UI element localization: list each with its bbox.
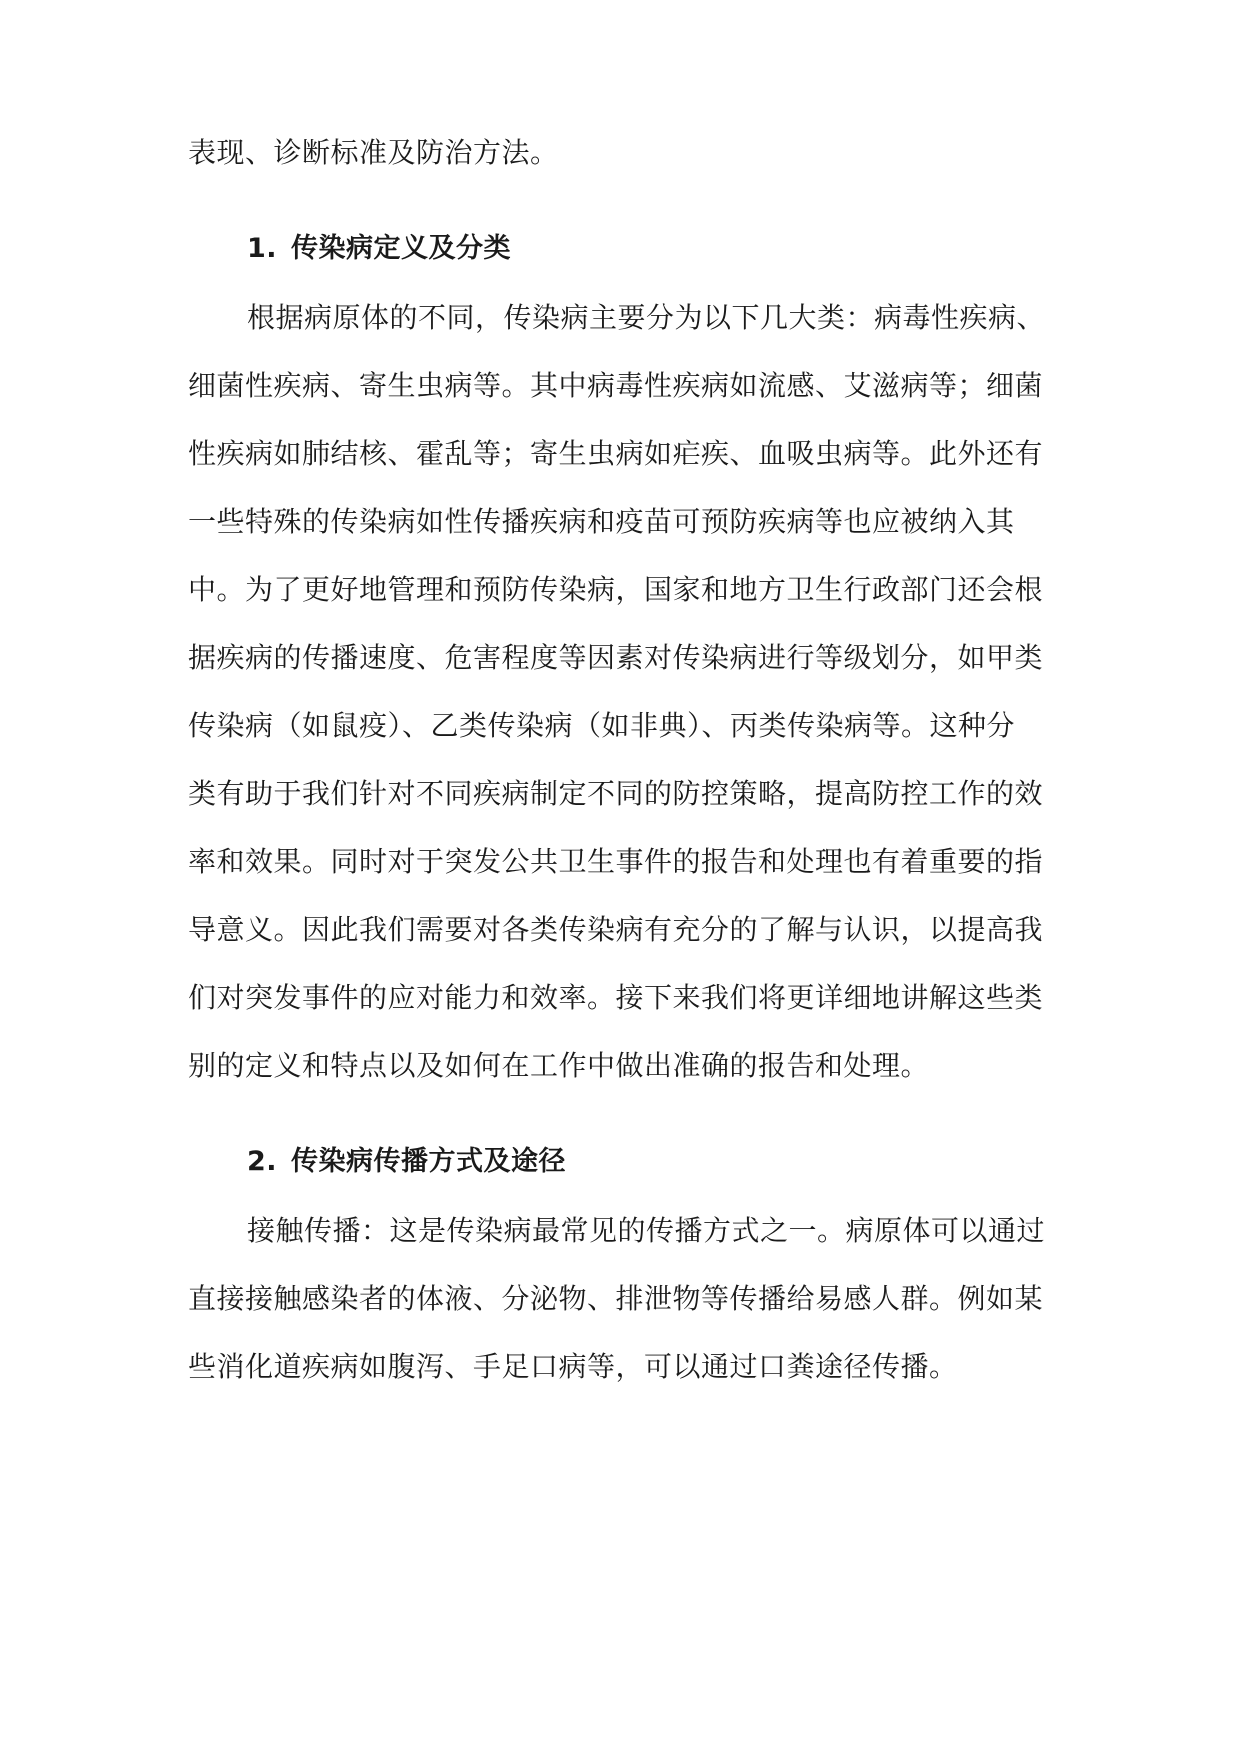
section-1-line: 们对突发事件的应对能力和效率。接下来我们将更详细地讲解这些类 [188,981,1044,1014]
section-1-line: 率和效果。同时对于突发公共卫生事件的报告和处理也有着重要的指 [188,845,1044,878]
section-1-line: 一些特殊的传染病如性传播疾病和疫苗可预防疾病等也应被纳入其 [188,505,1015,538]
section-1-line: 据疾病的传播速度、危害程度等因素对传染病进行等级划分，如甲类 [188,641,1044,674]
section-2-line: 直接接触感染者的体液、分泌物、排泄物等传播给易感人群。例如某 [188,1282,1044,1315]
section-1-line: 性疾病如肺结核、霍乱等；寄生虫病如疟疾、血吸虫病等。此外还有 [188,437,1044,470]
section-1-line: 导意义。因此我们需要对各类传染病有充分的了解与认识，以提高我 [188,913,1044,946]
intro-tail-text: 表现、诊断标准及防治方法。 [188,136,559,169]
section-2-title: 传染病传播方式及途径 [291,1146,566,1177]
section-2-line: 接触传播：这是传染病最常见的传播方式之一。病原体可以通过 [247,1214,1046,1247]
section-1-line: 细菌性疾病、寄生虫病等。其中病毒性疾病如流感、艾滋病等；细菌 [188,369,1044,402]
section-2-line: 些消化道疾病如腹泻、手足口病等，可以通过口粪途径传播。 [188,1350,958,1383]
section-1-line: 别的定义和特点以及如何在工作中做出准确的报告和处理。 [188,1049,930,1082]
section-1-line: 根据病原体的不同，传染病主要分为以下几大类：病毒性疾病、 [247,301,1046,334]
section-1-title: 传染病定义及分类 [291,233,511,264]
section-1-line: 类有助于我们针对不同疾病制定不同的防控策略，提高防控工作的效 [188,777,1044,810]
section-2-heading [247,1142,566,1182]
section-1-line: 传染病（如鼠疫）、乙类传染病（如非典）、丙类传染病等。这种分 [188,709,1016,742]
section-2-number: 2. [247,1146,278,1177]
section-1-number: 1. [247,233,278,264]
section-1-line: 中。为了更好地管理和预防传染病，国家和地方卫生行政部门还会根 [188,573,1044,606]
section-1-heading [247,229,511,269]
